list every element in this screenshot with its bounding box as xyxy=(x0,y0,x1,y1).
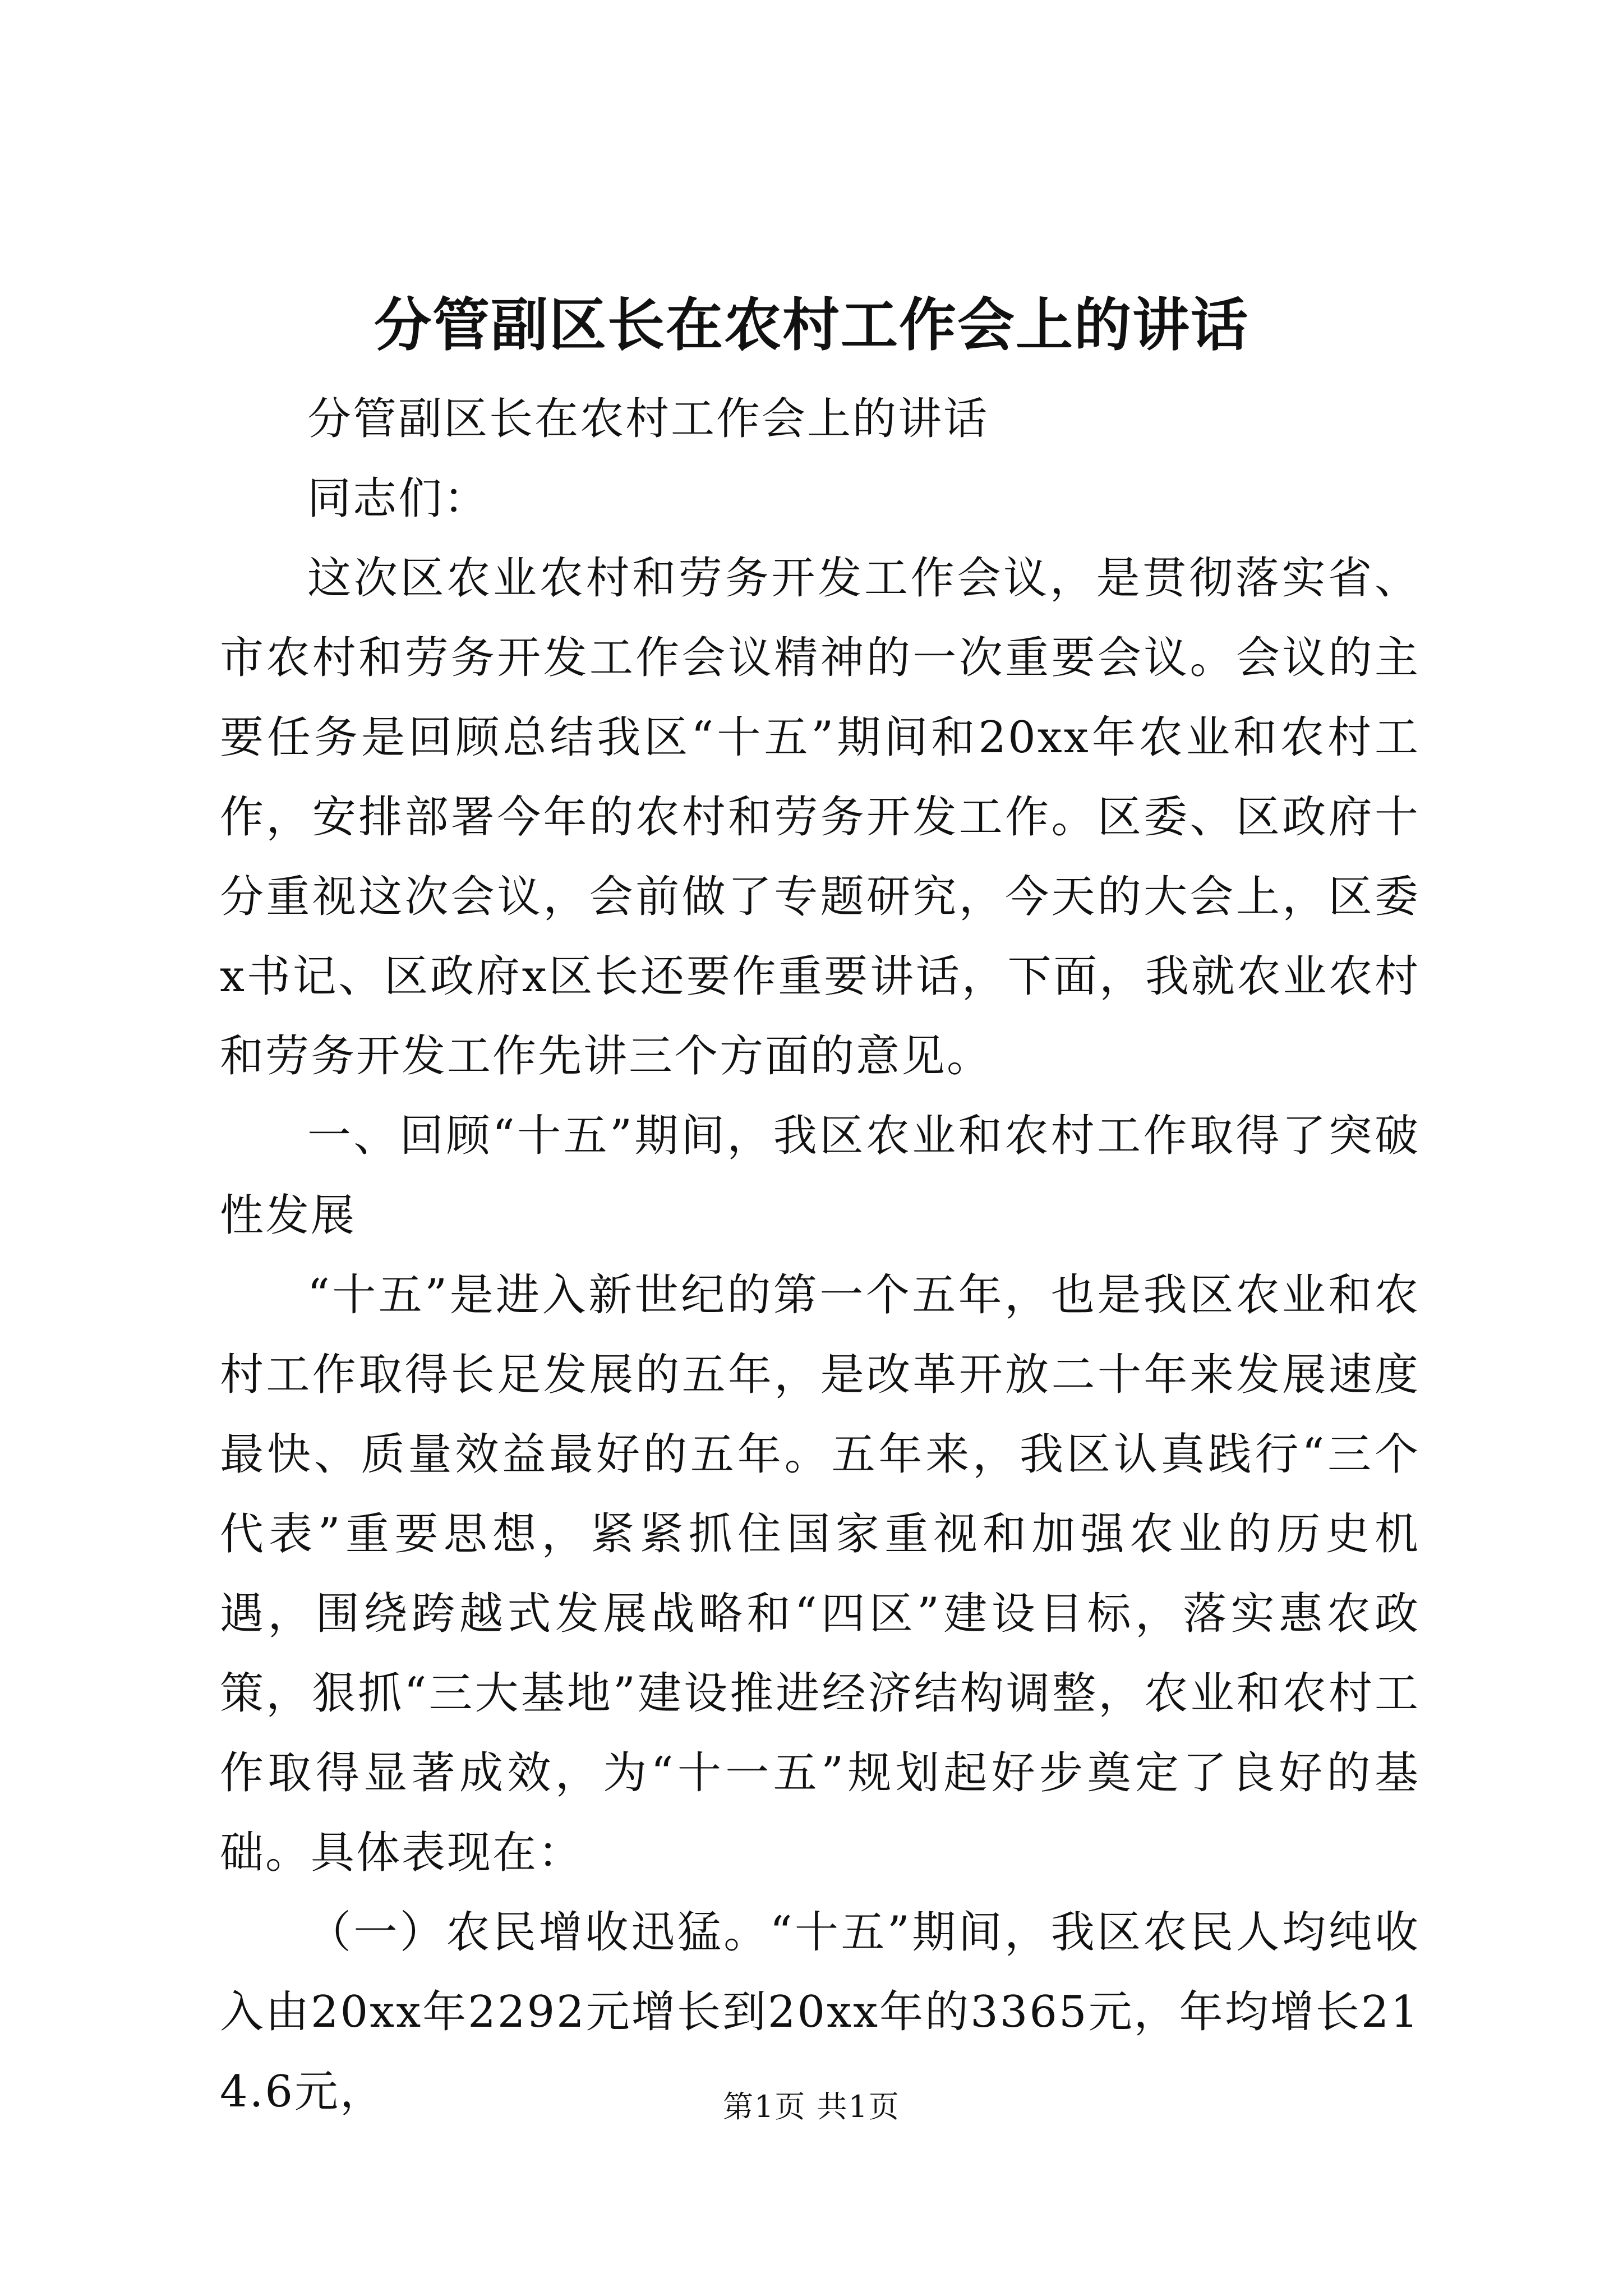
document-body xyxy=(220,379,1420,2132)
paragraph-intro: 这次区农业农村和劳务开发工作会议，是贯彻落实省、市农村和劳务开发工作会议精神的一次重要会议。会议的主要任务是回顾总结我区“十五”期间和20xx年农业和农村工作，安排部署今年的农村和劳务开发工作。区委、区政府十分重视这次会议，会前做了专题研究，今天的大会上，区委x书记、区政府x区长还要作重要讲话，下面，我就农业农村和劳务开发工作先讲三个方面的意见。 xyxy=(220,553,1420,1082)
paragraph-review: “十五”是进入新世纪的第一个五年，也是我区农业和农村工作取得长足发展的五年，是改革开放二十年来发展速度最快、质量效益最好的五年。五年来，我区认真践行“三个代表”重要思想，紧紧抓住国家重视和加强农业的历史机遇，围绕跨越式发展战略和“四区”建设目标，落实惠农政策，狠抓“三大基地”建设推进经济结构调整，农业和农村工作取得显著成效，为“十一五”规划起好步奠定了良好的基础。具体表现在： xyxy=(220,1270,1420,1878)
paragraph-subtitle: 分管副区长在农村工作会上的讲话 xyxy=(307,394,989,444)
paragraph-salutation: 同志们： xyxy=(307,473,490,524)
document-title: 分管副区长在农村工作会上的讲话 xyxy=(374,292,1249,359)
page-footer: 第1页 共1页 xyxy=(723,2089,900,2124)
paragraph-section-heading: 一、回顾“十五”期间，我区农业和农村工作取得了突破性发展 xyxy=(220,1111,1420,1241)
paragraph-income: （一）农民增收迅猛。“十五”期间，我区农民人均纯收入由20xx年2292元增长到20xx年的3365元，年均增长214.6元， xyxy=(220,1907,1420,2117)
